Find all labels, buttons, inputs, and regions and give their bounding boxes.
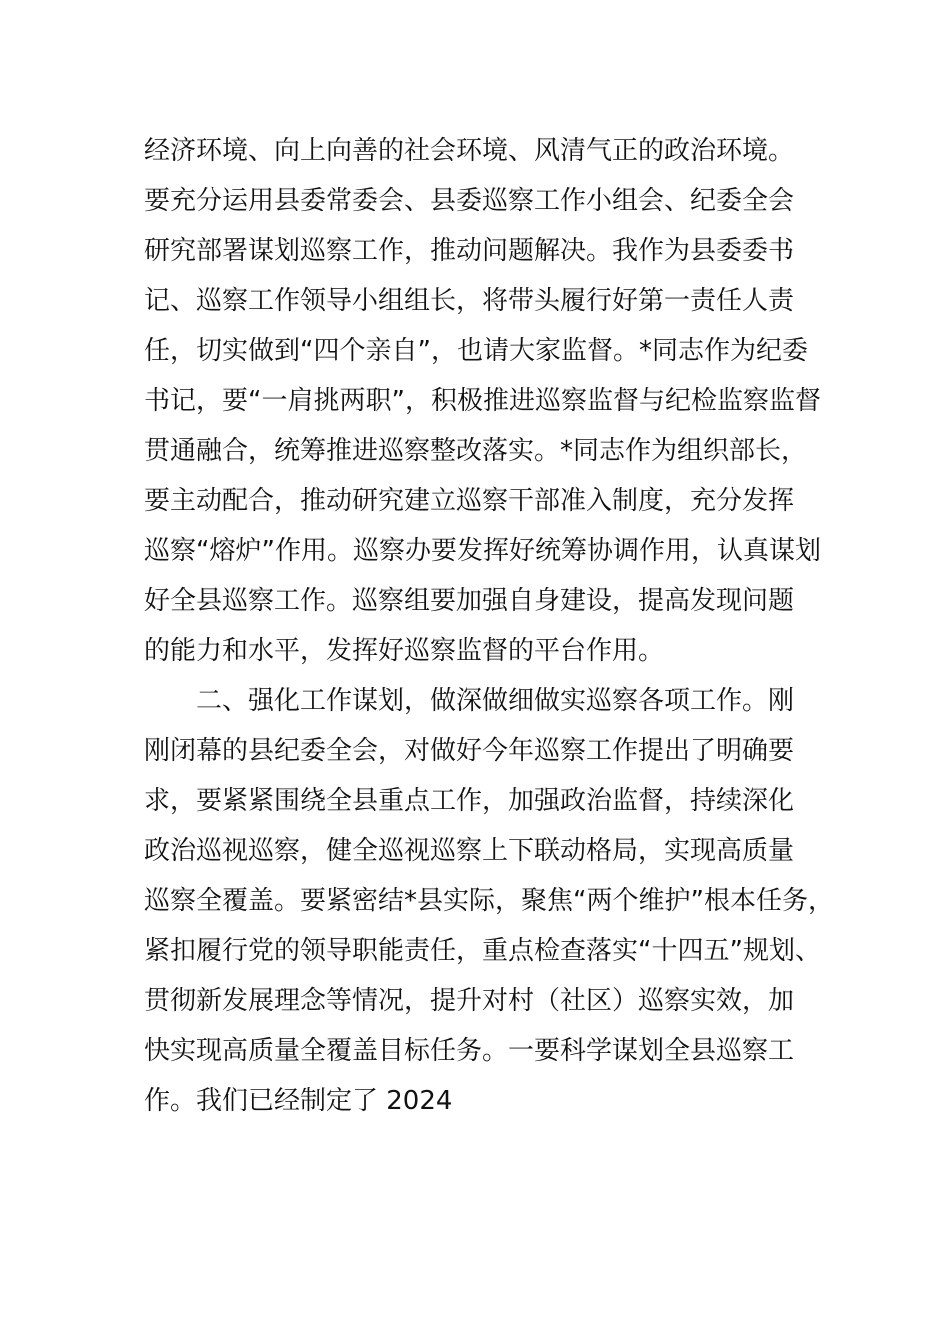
text-line: 贯通融合，统筹推进巡察整改落实。*同志作为组织部长， [144,436,808,466]
section-heading-line: 二、强化工作谋划，做深做细做实巡察各项工作。刚 [196,686,795,716]
text-line: 研究部署谋划巡察工作，推动问题解决。我作为县委委书 [144,236,795,266]
text-line: 任，切实做到“四个亲自”，也请大家监督。*同志作为纪委 [144,336,808,366]
text-line: 要主动配合，推动研究建立巡察干部准入制度，充分发挥 [144,486,795,516]
document-body [144,126,834,1126]
text-line: 作。我们已经制定了 2024 [144,1086,453,1116]
text-line: 刚闭幕的县纪委全会，对做好今年巡察工作提出了明确要 [144,736,795,766]
text-line: 快实现高质量全覆盖目标任务。一要科学谋划全县巡察工 [144,1036,795,1066]
text-line: 求，要紧紧围绕全县重点工作，加强政治监督，持续深化 [144,786,795,816]
text-line: 好全县巡察工作。巡察组要加强自身建设，提高发现问题 [144,586,795,616]
text-line: 紧扣履行党的领导职能责任，重点检查落实“十四五”规划、 [144,936,821,966]
text-line: 书记，要“一肩挑两职”，积极推进巡察监督与纪检监察监督 [144,386,821,416]
text-line: 记、巡察工作领导小组组长，将带头履行好第一责任人责 [144,286,795,316]
text-line: 政治巡视巡察，健全巡视巡察上下联动格局，实现高质量 [144,836,795,866]
text-line: 贯彻新发展理念等情况，提升对村（社区）巡察实效，加 [144,986,795,1016]
text-line: 巡察“熔炉”作用。巡察办要发挥好统筹协调作用，认真谋划 [144,536,821,566]
text-line: 经济环境、向上向善的社会环境、风清气正的政治环境。 [144,136,795,166]
text-line: 巡察全覆盖。要紧密结*县实际，聚焦“两个维护”根本任务， [144,886,834,916]
text-line: 的能力和水平，发挥好巡察监督的平台作用。 [144,636,665,666]
text-line: 要充分运用县委常委会、县委巡察工作小组会、纪委全会 [144,186,795,216]
